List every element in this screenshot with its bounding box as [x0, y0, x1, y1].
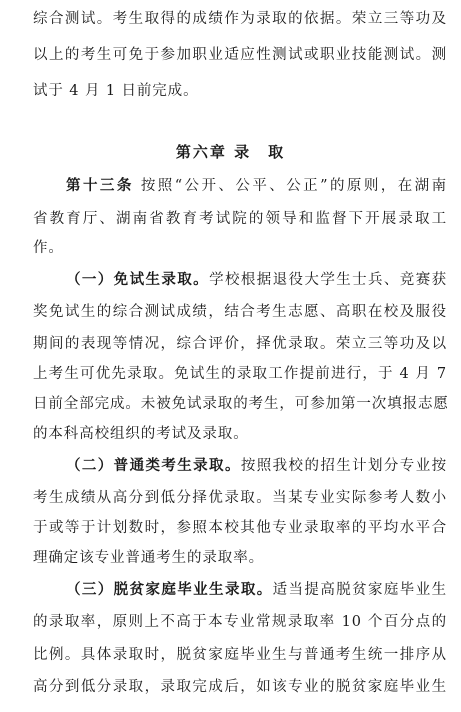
paragraph-line: 的录取率，原则上不高于本专业常规录取率 10 个百分点的: [33, 614, 447, 630]
paragraph-line: 综合测试。考生取得的成绩作为录取的依据。荣立三等功及: [33, 11, 447, 27]
paragraph-line: 日前全部完成。未被免试录取的考生，可参加第一次填报志愿: [33, 396, 449, 412]
section-3-line: [66, 580, 447, 600]
paragraph-line: 上考生可优先录取。免试生的录取工作提前进行，于 4 月 7: [33, 366, 447, 382]
article-13-line: [66, 176, 447, 196]
paragraph-line: 的本科高校组织的考试及录取。: [33, 426, 249, 442]
chapter-title: 第六章 录 取: [175, 143, 286, 161]
section-1-text: 学校根据退役大学生士兵、竞赛获: [209, 272, 447, 288]
paragraph-line: 高分到低分录取，录取完成后，如该专业的脱贫家庭毕业生: [33, 679, 447, 695]
paragraph-line: 奖免试生的综合测试成绩，结合考生志愿、高职在校及服役: [33, 304, 447, 320]
section-2-label: （二）普通类考生录取。: [66, 457, 241, 474]
article-13-label: 第十三条: [66, 177, 134, 194]
paragraph-line: 比例。具体录取时，脱贫家庭毕业生与普通考生统一排序从: [33, 647, 447, 663]
paragraph-line: 理确定该专业普通考生的录取率。: [33, 550, 264, 566]
paragraph-line: 试于 4 月 1 日前完成。: [33, 83, 199, 99]
section-3-label: （三）脱贫家庭毕业生录取。: [66, 581, 273, 598]
paragraph-line: 考生成绩从高分到低分择优录取。当某专业实际参考人数小: [33, 490, 447, 506]
section-3-text: 适当提高脱贫家庭毕业生: [272, 582, 447, 598]
section-1-label: （一）免试生录取。: [66, 271, 210, 288]
article-13-text: 按照“公开、公平、公正”的原则，在湖南: [133, 178, 447, 194]
paragraph-line: 于或等于计划数时，参照本校其他专业录取率的平均水平合: [33, 520, 447, 536]
paragraph-line: 作。: [33, 240, 64, 256]
section-2-line: [66, 456, 447, 476]
section-2-text: 按照我校的招生计划分专业按: [240, 458, 448, 474]
paragraph-line: 期间的表现等情况，综合评价，择优录取。荣立三等功及以: [33, 336, 447, 352]
section-1-line: [66, 270, 447, 290]
paragraph-line: 省教育厅、湖南省教育考试院的领导和监督下开展录取工: [33, 211, 447, 227]
paragraph-line: 以上的考生可免于参加职业适应性测试或职业技能测试。测: [33, 47, 447, 63]
